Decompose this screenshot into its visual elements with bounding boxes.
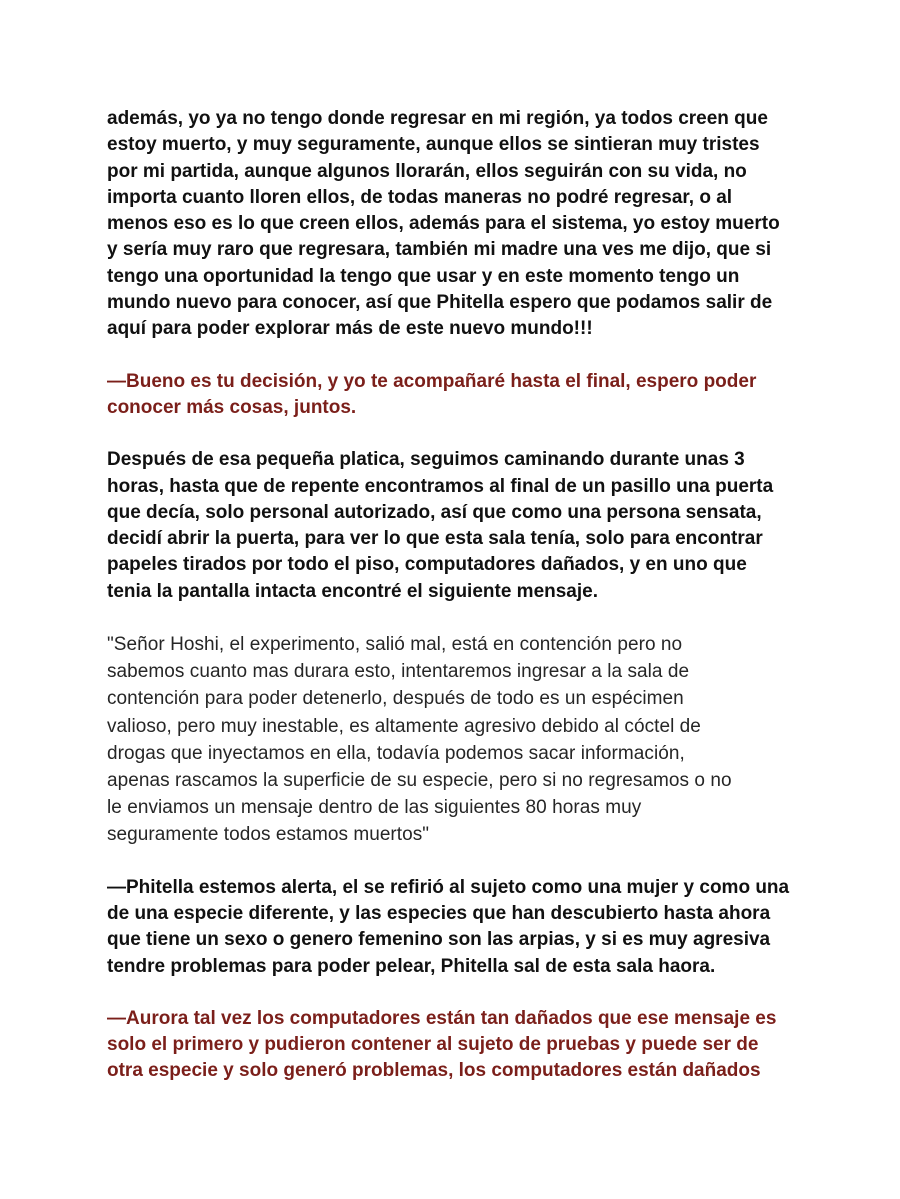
narration-paragraph bbox=[107, 447, 807, 605]
text-line: que decía, solo personal autorizado, así que como una persona sensata, bbox=[107, 501, 762, 523]
text-line: papeles tirados por todo el piso, computadores dañados, y en uno que bbox=[107, 554, 747, 576]
text-line: importa cuanto lloren ellos, de todas maneras no podré regresar, o al bbox=[107, 186, 733, 208]
text-line: —Bueno es tu decisión, y yo te acompañaré hasta el final, espero poder bbox=[107, 370, 757, 392]
text-line: tengo una oportunidad la tengo que usar y en este momento tengo un bbox=[107, 265, 740, 287]
text-line: contención para poder detenerlo, después de todo es un espécimen bbox=[107, 688, 684, 710]
text-line: aquí para poder explorar más de este nuevo mundo!!! bbox=[107, 318, 593, 340]
text-line: solo el primero y pudieron contener al sujeto de pruebas y puede ser de bbox=[107, 1034, 759, 1056]
document-body bbox=[107, 106, 807, 1111]
text-line: estoy muerto, y muy seguramente, aunque ellos se sintieran muy tristes bbox=[107, 134, 760, 156]
text-line: sabemos cuanto mas durara esto, intentaremos ingresar a la sala de bbox=[107, 661, 690, 683]
text-line: además, yo ya no tengo donde regresar en mi región, ya todos creen que bbox=[107, 108, 768, 129]
text-line: seguramente todos estamos muertos" bbox=[107, 824, 430, 846]
text-line: de una especie diferente, y las especies que han descubierto hasta ahora bbox=[107, 902, 771, 924]
text-line: menos eso es lo que creen ellos, además para el sistema, yo estoy muerto bbox=[107, 213, 780, 235]
quoted-message-paragraph bbox=[107, 631, 807, 849]
text-line: —Aurora tal vez los computadores están tan dañados que ese mensaje es bbox=[107, 1007, 777, 1029]
dialogue-paragraph bbox=[107, 1006, 807, 1085]
text-line: que tiene un sexo o genero femenino son las arpias, y si es muy agresiva bbox=[107, 929, 771, 951]
narration-paragraph bbox=[107, 106, 807, 343]
text-line: le enviamos un mensaje dentro de las siguientes 80 horas muy bbox=[107, 797, 642, 819]
dialogue-paragraph bbox=[107, 369, 807, 422]
text-line: drogas que inyectamos en ella, todavía podemos sacar información, bbox=[107, 742, 685, 764]
text-line: tenia la pantalla intacta encontré el siguiente mensaje. bbox=[107, 580, 598, 602]
text-line: tendre problemas para poder pelear, Phitella sal de esta sala haora. bbox=[107, 955, 716, 977]
text-line: mundo nuevo para conocer, así que Phitella espero que podamos salir de bbox=[107, 292, 773, 314]
text-line: Después de esa pequeña platica, seguimos caminando durante unas 3 bbox=[107, 449, 745, 471]
narration-paragraph bbox=[107, 875, 807, 980]
text-line: otra especie y solo generó problemas, los computadores están dañados bbox=[107, 1060, 761, 1082]
text-line: apenas rascamos la superficie de su especie, pero si no regresamos o no bbox=[107, 770, 732, 792]
text-line: conocer más cosas, juntos. bbox=[107, 396, 357, 418]
text-line: —Phitella estemos alerta, el se refirió al sujeto como una mujer y como una bbox=[107, 876, 790, 898]
text-line: horas, hasta que de repente encontramos al final de un pasillo una puerta bbox=[107, 475, 774, 497]
text-line: valioso, pero muy inestable, es altamente agresivo debido al cóctel de bbox=[107, 715, 701, 737]
text-line: "Señor Hoshi, el experimento, salió mal, está en contención pero no bbox=[107, 634, 683, 656]
text-line: por mi partida, aunque algunos llorarán, ellos seguirán con su vida, no bbox=[107, 160, 747, 182]
text-line: y sería muy raro que regresara, también mi madre una ves me dijo, que si bbox=[107, 239, 772, 261]
text-line: decidí abrir la puerta, para ver lo que esta sala tenía, solo para encontrar bbox=[107, 528, 763, 550]
